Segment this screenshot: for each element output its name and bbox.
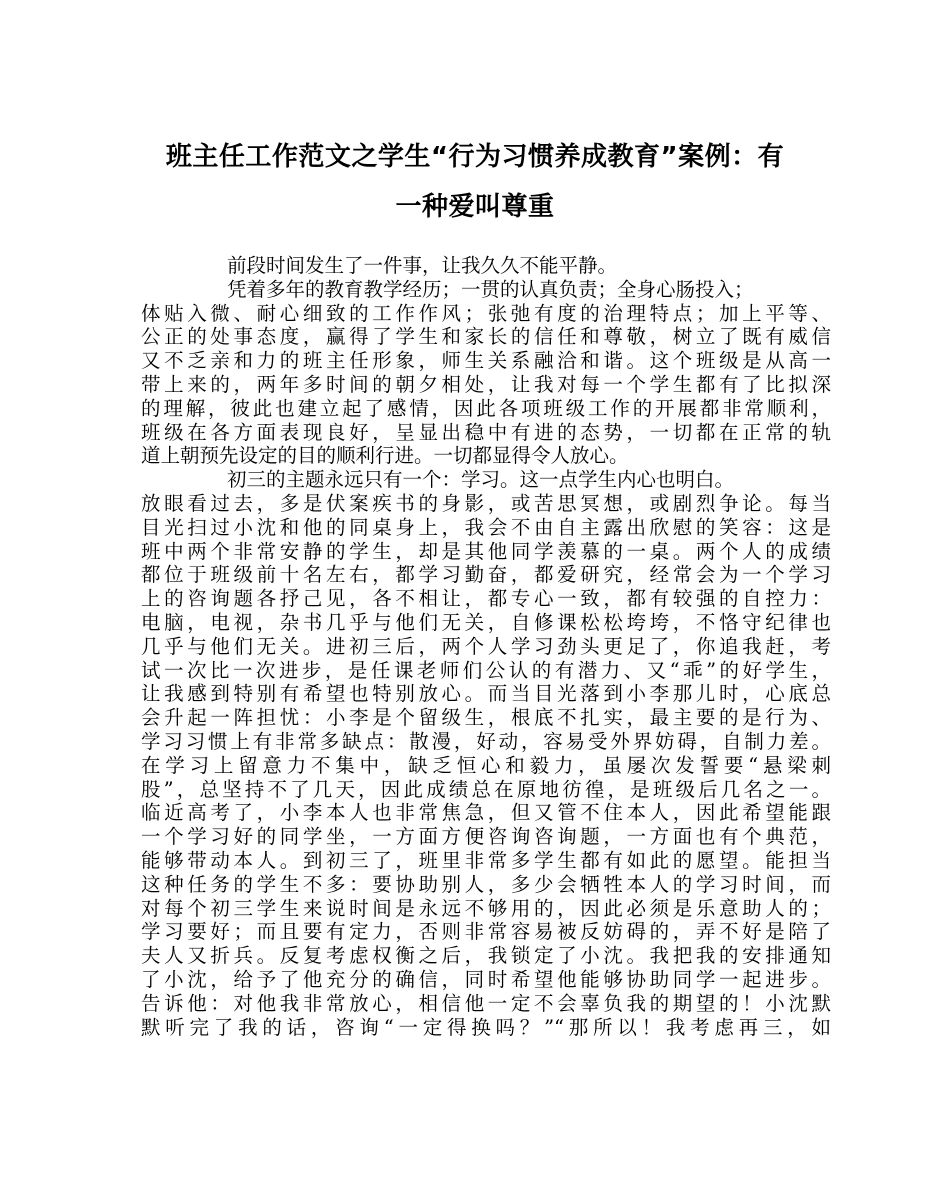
paragraph-1 <box>141 254 831 278</box>
paragraph-line: 一个学习好的同学坐，一方面方便咨询咨询题，一方面也有个典范， <box>141 825 831 849</box>
paragraph-line: 对每个初三学生来说时间是永远不够用的，因此必须是乐意助人的； <box>141 896 831 920</box>
paragraph-line: 公正的处事态度，赢得了学生和家长的信任和尊敬，树立了既有威信 <box>141 325 831 349</box>
paragraph-line: 上的咨询题各抒己见，各不相让，都专心一致，都有较强的自控力： <box>141 587 831 611</box>
paragraph-line: 道上朝预先设定的目的顺利行进。一切都显得令人放心。 <box>141 444 629 468</box>
title-line-2: 一种爱叫尊重 <box>395 192 555 222</box>
paragraph-line: 告诉他：对他我非常放心，相信他一定不会辜负我的期望的！小沈默 <box>141 991 831 1015</box>
paragraph-line: 默听完了我的话，咨询“一定得换吗？”“那所以！我考虑再三，如 <box>141 1015 831 1039</box>
paragraph-line: 放眼看过去，多是伏案疾书的身影，或苦思冥想，或剧烈争论。每当 <box>141 491 831 515</box>
paragraph-line: 目光扫过小沈和他的同桌身上，我会不由自主露出欣慰的笑容：这是 <box>141 515 831 539</box>
paragraph-line: 凭着多年的教育教学经历；一贯的认真负责；全身心肠投入； <box>227 277 754 301</box>
paragraph-line: 都位于班级前十名左右，都学习勤奋，都爱研究，经常会为一个学习 <box>141 563 831 587</box>
paragraph-line: 学习要好；而且要有定力，否则非常容易被反妨碍的，弄不好是陪了 <box>141 920 831 944</box>
paragraph-line: 体贴入微、耐心细致的工作作风；张弛有度的治理特点；加上平等、 <box>141 301 831 325</box>
paragraph-line: 在学习上留意力不集中，缺乏恒心和毅力，虽屡次发誓要“悬梁刺 <box>141 753 831 777</box>
paragraph-line: 夫人又折兵。反复考虑权衡之后，我锁定了小沈。我把我的安排通知 <box>141 944 831 968</box>
paragraph-line: 学习习惯上有非常多缺点：散漫，好动，容易受外界妨碍，自制力差。 <box>141 729 831 753</box>
paragraph-line: 这种任务的学生不多：要协助别人，多少会牺牲本人的学习时间，而 <box>141 872 831 896</box>
paragraph-line: 的理解，彼此也建立起了感情，因此各项班级工作的开展都非常顺利， <box>141 396 831 420</box>
paragraph-line: 班级在各方面表现良好，呈显出稳中有进的态势，一切都在正常的轨 <box>141 420 831 444</box>
paragraph-line: 几乎与他们无关。进初三后，两个人学习劲头更足了，你追我赶，考 <box>141 634 831 658</box>
paragraph-line: 让我感到特别有希望也特别放心。而当目光落到小李那儿时，心底总 <box>141 682 831 706</box>
paragraph-line: 了小沈，给予了他充分的确信，同时希望他能够协助同学一起进步。 <box>141 967 831 991</box>
title-line-1: 班主任工作范文之学生“行为习惯养成教育”案例：有 <box>165 142 785 172</box>
paragraph-line: 会升起一阵担忧：小李是个留级生，根底不扎实，最主要的是行为、 <box>141 706 831 730</box>
document-body <box>141 254 831 1039</box>
paragraph-line: 班中两个非常安静的学生，却是其他同学羡慕的一桌。两个人的成绩 <box>141 539 831 563</box>
paragraph-line: 电脑，电视，杂书几乎与他们无关，自修课松松垮垮，不恪守纪律也 <box>141 610 831 634</box>
paragraph-3 <box>141 468 831 1039</box>
paragraph-line: 临近高考了，小李本人也非常焦急，但又管不住本人，因此希望能跟 <box>141 801 831 825</box>
paragraph-line: 能够带动本人。到初三了，班里非常多学生都有如此的愿望。能担当 <box>141 848 831 872</box>
paragraph-line: 前段时间发生了一件事，让我久久不能平静。 <box>227 254 618 277</box>
paragraph-line: 初三的主题永远只有一个：学习。这一点学生内心也明白。 <box>227 468 735 492</box>
paragraph-line: 股”，总坚持不了几天，因此成绩总在原地彷徨，是班级后几名之一。 <box>141 777 831 801</box>
document-title <box>130 132 820 232</box>
paragraph-2 <box>141 278 831 468</box>
paragraph-line: 带上来的，两年多时间的朝夕相处，让我对每一个学生都有了比拟深 <box>141 372 831 396</box>
paragraph-line: 试一次比一次进步，是任课老师们公认的有潜力、又“乖”的好学生， <box>141 658 831 682</box>
paragraph-line: 又不乏亲和力的班主任形象，师生关系融洽和谐。这个班级是从高一 <box>141 349 831 373</box>
